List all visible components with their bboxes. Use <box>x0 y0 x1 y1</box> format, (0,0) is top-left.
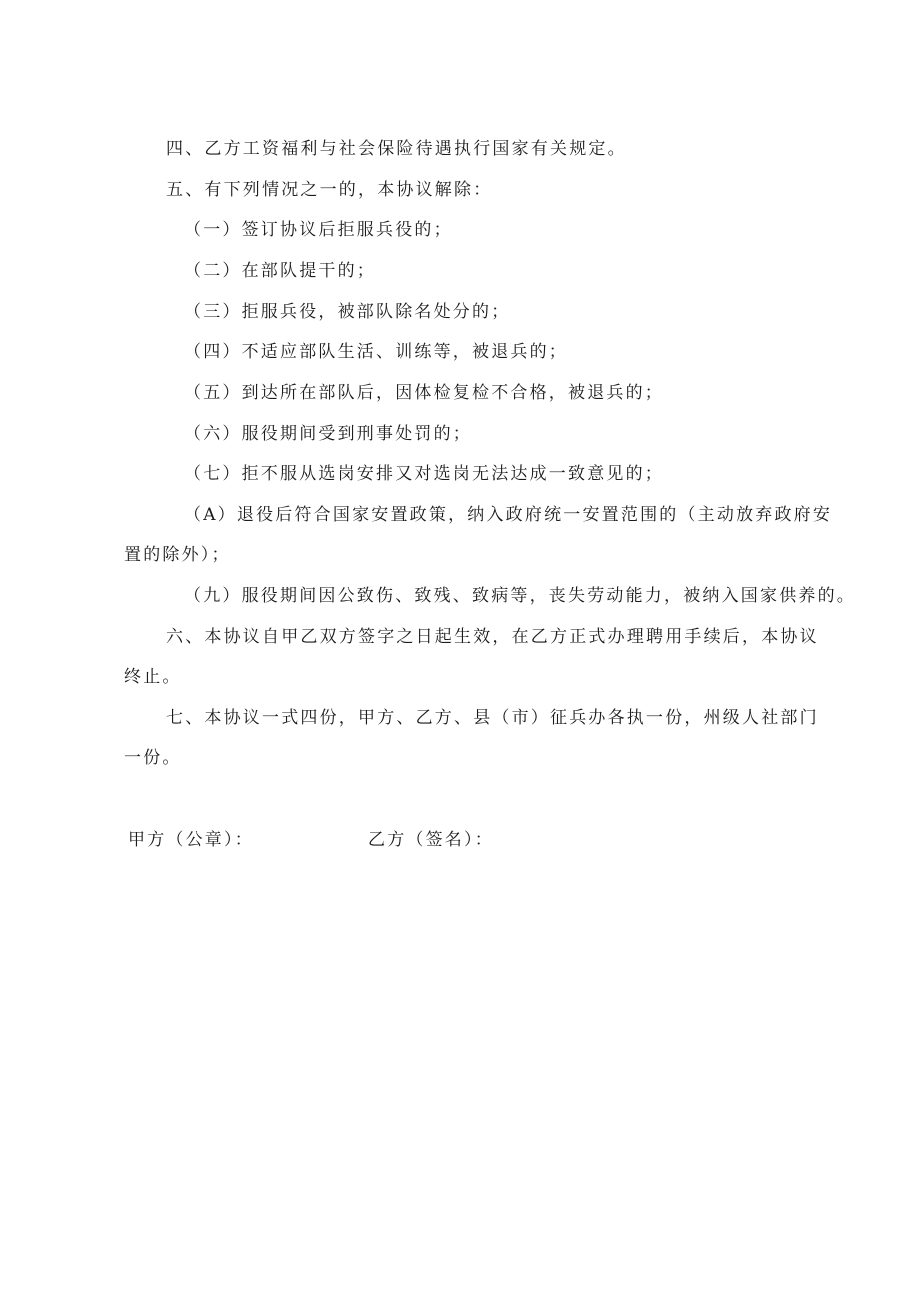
clause-five-item-7: （七）拒不服从选岗安排又对选岗无法达成一致意见的； <box>184 464 664 484</box>
signature-party-a: 甲方（公章）： <box>128 830 254 850</box>
clause-five-item-1: （一）签订协议后拒服兵役的； <box>184 220 453 240</box>
clause-five-item-9: （九）服役期间因公致伤、致残、致病等，丧失劳动能力，被纳入国家供养的。 <box>184 586 856 606</box>
clause-five-item-3: （三）拒服兵役，被部队除名处分的； <box>184 302 511 322</box>
clause-five-item-5: （五）到达所在部队后，因体检复检不合格，被退兵的； <box>184 383 664 403</box>
clause-five-item-8: （A）退役后符合国家安置政策，纳入政府统一安置范围的（主动放弃政府安 <box>184 505 833 525</box>
clause-five: 五、有下列情况之一的，本协议解除： <box>166 180 493 200</box>
clause-five-item-4: （四）不适应部队生活、训练等，被退兵的； <box>184 342 568 362</box>
clause-six-continued: 终止。 <box>124 667 182 687</box>
clause-five-item-2: （二）在部队提干的； <box>184 261 376 281</box>
clause-seven-continued: 一份。 <box>124 748 182 768</box>
clause-five-item-6: （六）服役期间受到刑事处罚的； <box>184 424 472 444</box>
clause-seven: 七、本协议一式四份，甲方、乙方、县（市）征兵办各执一份，州级人社部门 <box>166 708 819 728</box>
clause-four: 四、乙方工资福利与社会保险待遇执行国家有关规定。 <box>166 139 627 159</box>
signature-party-b: 乙方（签名）： <box>368 830 494 850</box>
clause-five-item-8-continued: 置的除外）； <box>124 545 231 565</box>
clause-six: 六、本协议自甲乙双方签字之日起生效，在乙方正式办理聘用手续后，本协议 <box>166 627 819 647</box>
